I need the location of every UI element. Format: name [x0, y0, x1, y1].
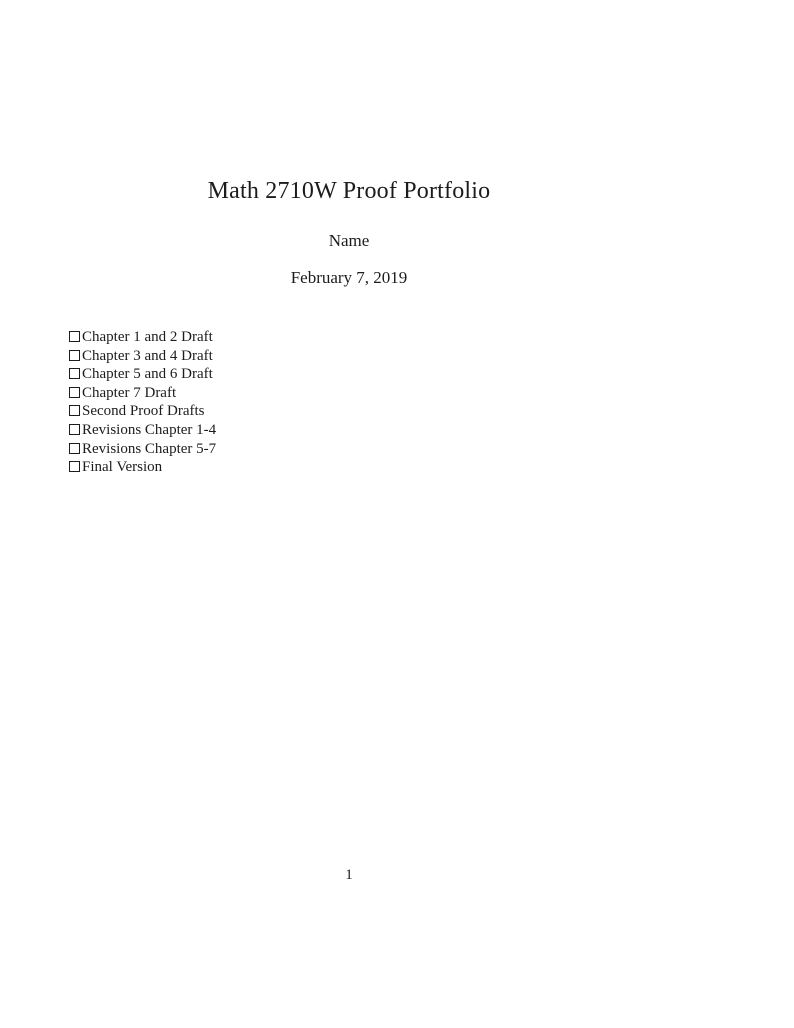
checkbox-icon [69, 368, 80, 379]
document-date: February 7, 2019 [290, 268, 408, 287]
checkbox-icon [69, 461, 80, 472]
checklist-item-label: Final Version [82, 459, 163, 476]
checklist-item-label: Revisions Chapter 1-4 [82, 421, 217, 438]
checkbox-icon [69, 331, 80, 342]
checklist-item-label: Second Proof Drafts [82, 403, 205, 420]
checklist-item-label: Chapter 7 Draft [82, 384, 177, 401]
checklist-item-label: Revisions Chapter 5-7 [82, 440, 217, 457]
checkbox-icon [69, 443, 80, 454]
checklist-item [69, 347, 216, 366]
checklist-item [69, 458, 216, 477]
checklist-item [69, 384, 216, 403]
checklist-item [69, 328, 216, 347]
checklist-item [69, 365, 216, 384]
checkbox-icon [69, 405, 80, 416]
page-number: 1 [345, 867, 353, 883]
checklist-item [69, 440, 216, 459]
checklist-item [69, 402, 216, 421]
checklist-item [69, 421, 216, 440]
checklist-item-label: Chapter 5 and 6 Draft [82, 366, 213, 383]
document-title: Math 2710W Proof Portfolio [207, 178, 491, 204]
checkbox-icon [69, 387, 80, 398]
checklist-item-label: Chapter 3 and 4 Draft [82, 347, 213, 364]
checkbox-icon [69, 350, 80, 361]
document-author: Name [328, 231, 370, 250]
checklist-item-label: Chapter 1 and 2 Draft [82, 329, 213, 345]
checkbox-icon [69, 424, 80, 435]
checklist [69, 328, 216, 477]
